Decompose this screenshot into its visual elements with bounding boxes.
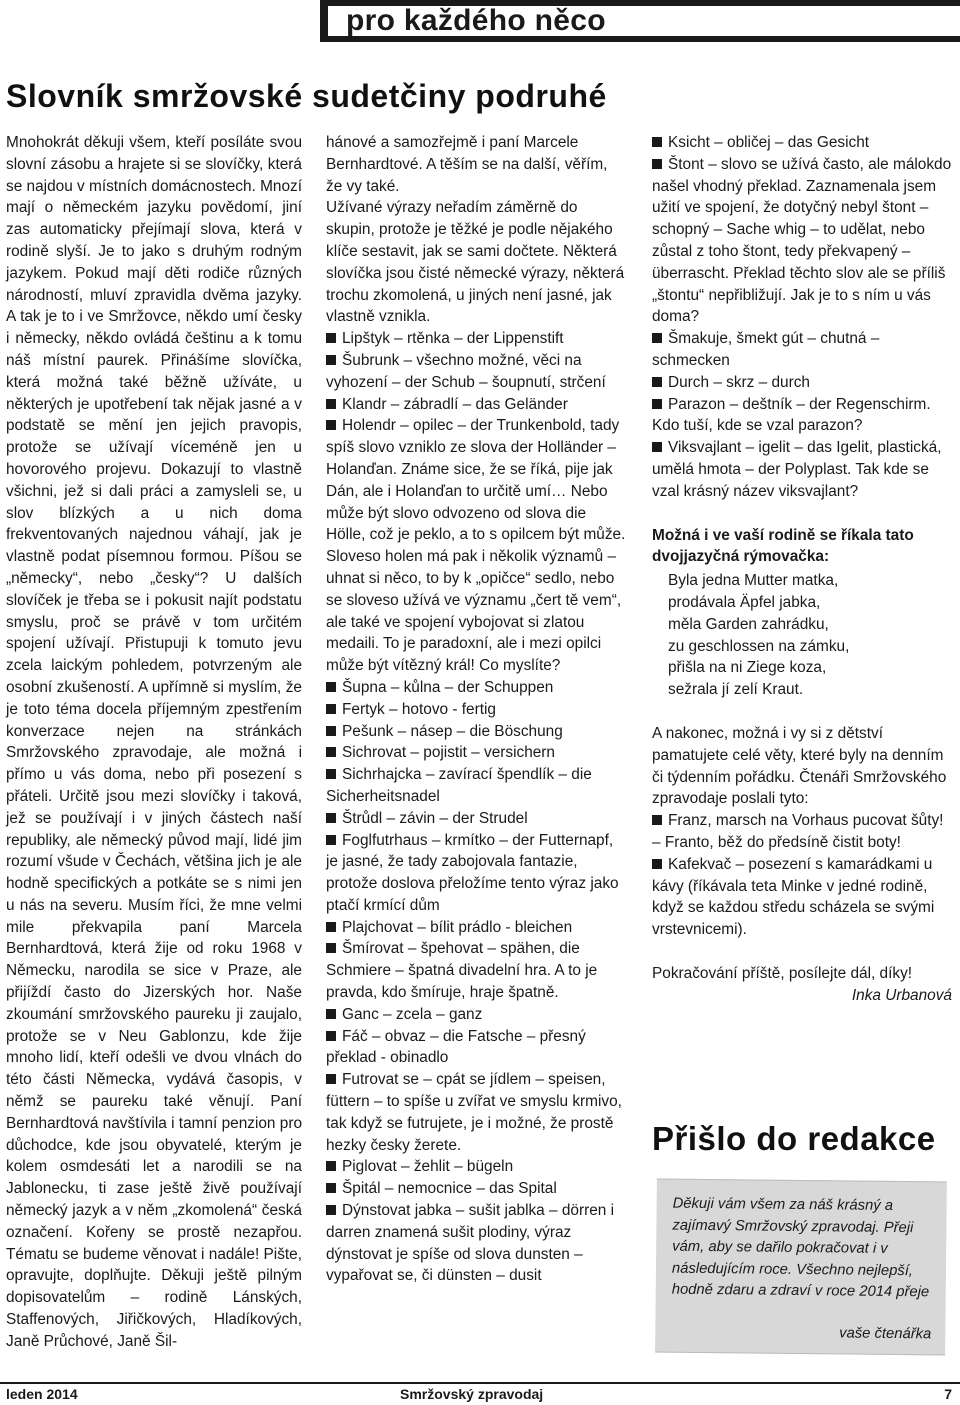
vocabulary-item	[326, 830, 626, 917]
vocabulary-item-text: Futrovat se – cpát se jídlem – speisen, füttern – to spíše u zvířat ve smyslu krmivo, tak když se futrujete, je i možné, že prostě hezky česky žerete.	[326, 1071, 622, 1154]
bullet-square-icon	[326, 333, 336, 343]
section-header-box	[328, 6, 960, 36]
vocabulary-item	[326, 742, 626, 764]
vocabulary-item	[326, 1200, 626, 1287]
intro-paragraph-text: hánové a samozřejmě i paní Marcele Bernhardtové. A těším se na další, věřím, že vy také.	[326, 134, 608, 195]
sentence-item	[652, 854, 952, 941]
vocabulary-item-text: Šmírovat – špehovat – spähen, die Schmiere – špatná divadelní hra. A to je pravda, kdo šmíruje, hraje špatně.	[326, 940, 598, 1002]
vocabulary-item-text: Viksvajlant – igelit – das Igelit, plastická, umělá hmota – der Polyplast. Tak kde se vzal krásný název viksvajlant?	[652, 439, 942, 500]
vocabulary-item	[326, 938, 626, 1003]
bullet-square-icon	[326, 704, 336, 714]
vocabulary-item	[326, 677, 626, 699]
vocabulary-item-text: Holendr – opilec – der Trunkenbold, tady spíš slovo vzniklo ze slova der Holländer – Holanďan. Známe sice, že se říká, pije jak Dán, ale i Holanďan to určitě umí… Nebo může být slovo odvozeno od slova die Hölle, což je peklo, a to s opilcem být může. Sloveso holen má pak i několik významů – uhnat si něco, to by k „opičce“ sedlo, nebo se sloveso užívá ve významu „čert tě vem“, ale také ve spojení vybojovat si zlatou medaili. To je paradoxní, ale i mezi opilci může být vítězný král! Co myslíte?	[326, 417, 626, 675]
poem-line	[668, 592, 952, 614]
sentence-item	[652, 810, 952, 854]
vocabulary-item-text: Šupna – kůlna – der Schuppen	[342, 678, 554, 696]
section-header-bar	[320, 0, 960, 42]
poem-line	[668, 570, 952, 592]
vocabulary-item-text: Fertyk – hotovo - fertig	[342, 700, 496, 718]
bullet-square-icon	[652, 333, 662, 343]
bullet-square-icon	[326, 399, 336, 409]
article-title: Slovník smržovské sudetčiny podruhé	[6, 78, 607, 114]
vocabulary-item-text: Parazon – deštník – der Regenschirm. Kdo tuší, kde se vzal parazon?	[652, 395, 931, 435]
poem-line-text: přišla na ni Ziege koza,	[668, 659, 827, 677]
footer-page-number: 7	[944, 1386, 952, 1402]
bullet-square-icon	[326, 1009, 336, 1019]
vocabulary-item	[326, 699, 626, 721]
vocabulary-item	[326, 394, 626, 416]
poem-line-text: sežrala jí zelí Kraut.	[668, 681, 804, 699]
vocabulary-item-text: Šmakuje, šmekt gút – chutná – schmecken	[652, 330, 880, 369]
vocabulary-item	[326, 350, 626, 394]
poem	[668, 570, 952, 701]
bullet-square-icon	[326, 835, 336, 845]
bullet-square-icon	[652, 159, 662, 169]
vocabulary-item-text: Lipštyk – rtěnka – der Lippenstift	[342, 330, 564, 348]
sentences-list	[652, 810, 952, 941]
intro-paragraph	[326, 132, 626, 197]
vocabulary-item	[326, 764, 626, 808]
bullet-square-icon	[326, 922, 336, 932]
bullet-square-icon	[652, 399, 662, 409]
poem-line-text: prodávala Äpfel jabka,	[668, 593, 821, 611]
author-name: Inka Urbanová	[851, 986, 952, 1004]
vocabulary-item	[326, 1069, 626, 1156]
vocabulary-item-text: Plajchovat – bílit prádlo - bleichen	[342, 918, 573, 936]
bullet-square-icon	[326, 726, 336, 736]
bullet-square-icon	[652, 442, 662, 452]
editorial-title: Přišlo do redakce	[652, 1120, 936, 1157]
bullet-square-icon	[326, 682, 336, 692]
footer-publication: Smržovský zpravodaj	[400, 1386, 544, 1402]
bullet-square-icon	[652, 815, 662, 825]
vocabulary-item-text: Durch – skrz – durch	[668, 373, 810, 391]
vocabulary-item-text: Sichrovat – pojistit – versichern	[342, 744, 555, 762]
vocabulary-item-text: Pešunk – násep – die Böschung	[342, 722, 563, 740]
reader-letter-box	[655, 1178, 947, 1355]
poem-line-text: měla Garden zahrádku,	[668, 615, 829, 633]
bullet-square-icon	[326, 769, 336, 779]
bullet-square-icon	[326, 420, 336, 430]
sentence-item-text: Franz, marsch na Vorhaus pucovat šůty! – Franto, běž do předsíně čistit boty!	[652, 812, 944, 851]
closing-line: Pokračování příště, posílejte dál, díky!	[652, 964, 913, 982]
vocabulary-item	[326, 1004, 626, 1026]
vocabulary-item	[326, 917, 626, 939]
poem-heading: Možná i ve vaší rodině se říkala tato dvojjazyčná rýmovačka:	[652, 526, 914, 566]
vocabulary-item	[326, 808, 626, 830]
footer-date: leden 2014	[6, 1386, 78, 1402]
footer-rule	[0, 1382, 960, 1384]
article-body-text: Mnohokrát děkuji všem, kteří posíláte svou slovní zásobu a hrajete si se slovíčky, která se najdou v místních domácnostech. Mnozí mají o německém jazyku povědomí, jiní zas automaticky přejímají slova, která v rodině slyší. Je to jako s druhým rodným jazykem. Pokud mají děti rodiče různých národností, mluví zpravidla dvěma jazyky. A tak je to i ve Smržovce, někdo umí česky i německy, někdo ovládá češtinu a k tomu náš místní paurek. Přinášíme slovíčka, která možná také běžně užíváte, u některých je upotřebení tak nějak jasné a v podstatě se mění jen jejich pravopis, protože se užívají víceméně jen u hovorového projevu. Dokazují to vlastně všichni, jež si dali práci a zamysleli se, u slov blízkých a u nich doma frekventovaných najednou váhají, jak je vlastně podat písemnou formou. Píšou se „německy“, nebo „česky“? U dalších slovíček je třeba se i pokusit najít podstatu smyslu, proč se právě v tom určitém spojení užívají. Přistupuji k tomuto jevu zcela laickým pohledem, potvrzeným ale osobní zkušeností. A upřímně si myslím, že je toto téma docela příjemným zpestřením konverzace nejen na stránkách Smržovského zpravodaje, ale možná i přímo u vás doma, nebo při posezení s přáteli. Určitě jsou mezi slovíčky i taková, jež se používají i v jiných částech naší republiky, ale německý původ mají, lidé jim rozumí všude v Čechách, většina jich je ale hodně specifických a potkáte se s nimi jen u nás na severu. Musím říci, že mne velmi mile překvapila paní Marcela Bernhardtová, která žije od roku 1968 v Německu, narodila se sice v Praze, ale přijíždí často do Jizerských hor. Naše zkoumání smržovského paureku ji zaujalo, protože se v Neu Gablonzu, kde žije mnoho lidí, kteří odešli ve dvou vlnách do této části Německa, vydává časopis, v němž se paureku také věnují. Paní Bernhardtová navštívila i tamní penzion pro důchodce, kde jsou obyvatelé, kterým je kolem osmdesáti let a narodili se na Jablonecku, ti zase ještě živě používají německý jazyk a v něm „zkomolená“ česká označení. Kořeny se prostě nezapřou. Tématu se budeme věnovat i nadále! Pište, opravujte, doplňujte. Děkuji ještě pilným dopisovatelům – rodině Lánských, Staffenových, Jiřičkových, Hladíkových, Janě Průchové, Janě Šil-	[6, 134, 303, 1350]
article-column-1	[6, 132, 302, 1353]
bullet-square-icon	[326, 1161, 336, 1171]
vocabulary-item-text: Štrůdl – závin – der Strudel	[342, 809, 528, 827]
bullet-square-icon	[326, 355, 336, 365]
vocabulary-list-2	[652, 132, 952, 503]
vocabulary-list-1	[326, 328, 626, 1287]
vocabulary-item-text: Šubrunk – všechno možné, věci na vyhození – der Schub – šoupnutí, strčení	[326, 351, 606, 391]
bullet-square-icon	[326, 1074, 336, 1084]
vocabulary-item-text: Foglfutrhaus – krmítko – der Futternapf, je jasné, že tady zabojovala fantazie, protože doslova přeložíme tento výraz jako ptačí krmící dům	[326, 831, 619, 914]
bullet-square-icon	[326, 1031, 336, 1041]
vocabulary-item	[652, 132, 952, 154]
vocabulary-item-text: Klandr – zábradlí – das Geländer	[342, 395, 568, 413]
vocabulary-item-text: Sichrhajcka – zavírací špendlík – die Sicherheitsnadel	[326, 766, 592, 805]
article-column-2	[326, 132, 626, 1287]
poem-line	[668, 614, 952, 636]
vocabulary-item	[326, 1026, 626, 1070]
vocabulary-item-text: Ksicht – obličej – das Gesicht	[668, 134, 870, 151]
sentence-item-text: Kafekvač – posezení s kamarádkami u kávy (říkávala teta Minke v jedné rodině, když se každou středu scházela se svými vrstevnicemi).	[652, 855, 935, 939]
sentences-intro: A nakonec, možná i vy si z dětství pamatujete celé věty, které byly na denním či týdenním pořádku. Čtenáři Smržovského zpravodaje poslali tyto:	[652, 724, 947, 808]
bullet-square-icon	[652, 137, 662, 147]
reader-letter-text: Děkuji vám všem za náš krásný a zajímavý Smržovský zpravodaj. Přeji vám, aby se dařilo pokračovat i v následujícím roce. Všechno nejlepší, hodně zdaru a zdraví v roce 2014 přeje	[671, 1195, 930, 1301]
poem-line	[668, 636, 952, 658]
vocabulary-item	[326, 721, 626, 743]
bullet-square-icon	[326, 1205, 336, 1215]
vocabulary-item	[652, 154, 952, 328]
bullet-square-icon	[326, 1183, 336, 1193]
vocabulary-item-text: Ganc – zcela – ganz	[342, 1005, 483, 1023]
vocabulary-item-text: Piglovat – žehlit – bügeln	[342, 1158, 514, 1176]
bullet-square-icon	[326, 747, 336, 757]
poem-line	[668, 679, 952, 701]
bullet-square-icon	[326, 813, 336, 823]
vocabulary-item-text: Fáč – obvaz – die Fatsche – přesný překlad - obinadlo	[326, 1027, 586, 1067]
vocabulary-item	[326, 415, 626, 677]
column-2-intro	[326, 132, 626, 328]
vocabulary-item	[326, 1178, 626, 1200]
intro-paragraph-text: Užívané výrazy neřadím záměrně do skupin, protože je těžké je podle nějakého klíče sestavit, jak se sami dočtete. Některá slovíčka jsou čisté německé výrazy, některá trochu zkomolená, u jiných není jasné, jak vlastně vznikla.	[326, 199, 625, 326]
vocabulary-item	[652, 372, 952, 394]
vocabulary-item	[652, 394, 952, 438]
vocabulary-item	[652, 328, 952, 372]
vocabulary-item	[326, 328, 626, 350]
vocabulary-item-text: Špitál – nemocnice – das Spital	[342, 1180, 557, 1198]
reader-letter-signature: vaše čtenářka	[839, 1325, 932, 1343]
vocabulary-item	[652, 437, 952, 502]
poem-line-text: Byla jedna Mutter matka,	[668, 572, 839, 590]
vocabulary-item-text: Štont – slovo se užívá často, ale málokdo našel vhodný překlad. Zaznamenala jsem užití ve spojení, že dotyčný nebyl štont – schopný – Sache whig – to udělat, nebo zůstal z toho štont, tedy překvapený – überrascht. Překlad těchto slov ale se příliš „štontu“ nepřibližují. Jak je to s ním u vás doma?	[652, 155, 952, 326]
bullet-square-icon	[652, 377, 662, 387]
vocabulary-item	[326, 1156, 626, 1178]
poem-line	[668, 657, 952, 679]
poem-line-text: zu geschlossen na zámku,	[668, 637, 850, 655]
bullet-square-icon	[652, 859, 662, 869]
intro-paragraph	[326, 197, 626, 328]
bullet-square-icon	[326, 943, 336, 953]
vocabulary-item-text: Dýnstovat jabka – sušit jablka – dörren i darren znamená sušit plodiny, výraz dýnstovat je spíše od slova dunsten – vypařovat se, či dünsten – dusit	[326, 1202, 615, 1285]
article-column-3	[652, 132, 952, 1006]
section-header-title: pro každého něco	[346, 4, 606, 37]
